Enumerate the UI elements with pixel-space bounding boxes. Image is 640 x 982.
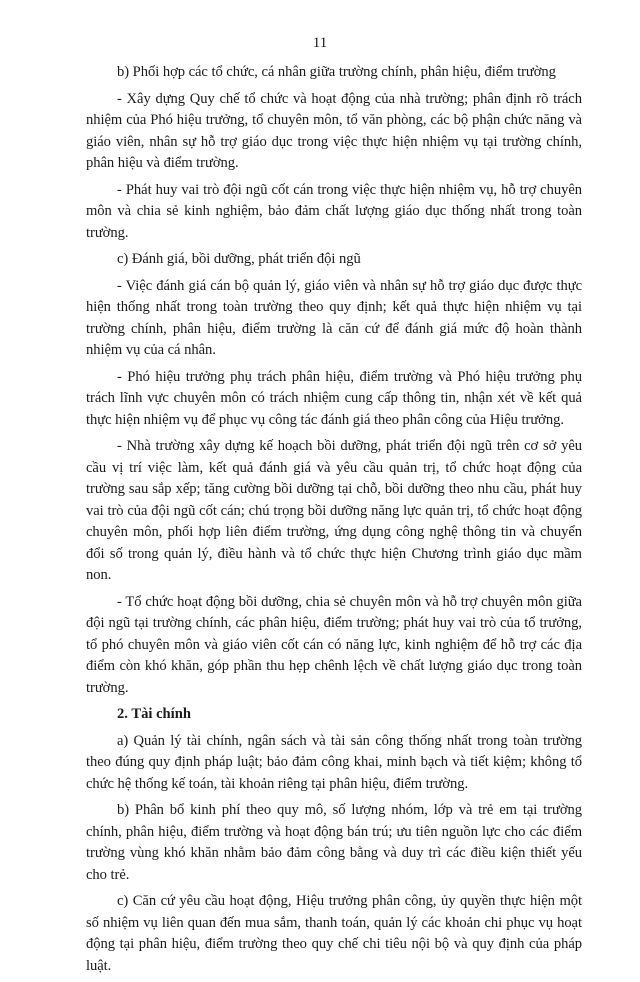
paragraph-finance-b: b) Phân bổ kinh phí theo quy mô, số lượng nhóm, lớp và trẻ em tại trường chính, phân hiệu, điểm trường và hoạt động bán trú; ưu tiên nguồn lực cho các điểm trường vùng khó khăn nhằm bảo đảm công bằng và duy trì các điều kiện thiết yếu cho trẻ. — [86, 802, 582, 883]
page-number: 11 — [312, 35, 328, 51]
subsection-c-title: c) Đánh giá, bồi dưỡng, phát triển đội ngũ — [117, 251, 361, 267]
paragraph-core-staff: - Phát huy vai trò đội ngũ cốt cán trong việc thực hiện nhiệm vụ, hỗ trợ chuyên môn và chia sẻ kinh nghiệm, bảo đảm chất lượng giáo dục thống nhất trong toàn trường. — [86, 181, 582, 241]
paragraph-regulation: - Xây dựng Quy chế tổ chức và hoạt động của nhà trường; phân định rõ trách nhiệm của Phó hiệu trưởng, tổ chuyên môn, tổ văn phòng, các bộ phận chức năng và giáo viên, nhân sự hỗ trợ giáo dục trong việc thực hiện nhiệm vụ tại trường chính, phân hiệu và điểm trường. — [86, 90, 582, 171]
section-finance-heading: 2. Tài chính — [117, 706, 191, 722]
paragraph-training-activities: - Tổ chức hoạt động bồi dưỡng, chia sẻ chuyên môn và hỗ trợ chuyên môn giữa đội ngũ tại trường chính, các phân hiệu, điểm trường; phát huy vai trò của tổ trưởng, tổ phó chuyên môn và giáo viên cốt cán có năng lực, kinh nghiệm để hỗ trợ các địa điểm còn khó khăn, góp phần thu hẹp chênh lệch về chất lượng giáo dục trong toàn trường. — [86, 593, 582, 696]
paragraph-finance-c: c) Căn cứ yêu cầu hoạt động, Hiệu trưởng phân công, ủy quyền thực hiện một số nhiệm vụ liên quan đến mua sắm, thanh toán, quản lý các khoản chi phục vụ hoạt động tại phân hiệu, điểm trường theo quy chế chi tiêu nội bộ và quy định của pháp luật. — [86, 893, 582, 974]
paragraph-vice-principal: - Phó hiệu trưởng phụ trách phân hiệu, điểm trường và Phó hiệu trưởng phụ trách lĩnh vực chuyên môn có trách nhiệm cung cấp thông tin, nhận xét về kết quả thực hiện nhiệm vụ để phục vụ công tác đánh giá theo phân công của Hiệu trưởng. — [86, 368, 582, 428]
paragraph-training-plan: - Nhà trường xây dựng kế hoạch bồi dưỡng, phát triển đội ngũ trên cơ sở yêu cầu vị trí việc làm, kết quả đánh giá và yêu cầu quản trị, tổ chức hoạt động của trường sau sắp xếp; tăng cường bồi dưỡng tại chỗ, bồi dưỡng theo nhu cầu, phát huy vai trò của đội ngũ cốt cán; chú trọng bồi dưỡng năng lực quản trị, tổ chức hoạt động chuyên môn, phối hợp liên điểm trường, ứng dụng công nghệ thông tin và chuyển đổi số trong quản lý, điều hành và tổ chức thực hiện Chương trình giáo dục mầm non. — [86, 438, 582, 583]
subsection-b-title: b) Phối hợp các tổ chức, cá nhân giữa trường chính, phân hiệu, điểm trường — [117, 64, 556, 80]
paragraph-finance-a: a) Quản lý tài chính, ngân sách và tài sản công thống nhất trong toàn trường theo đúng quy định pháp luật; bảo đảm công khai, minh bạch và tiết kiệm; không tổ chức hệ thống kế toán, tài khoản riêng tại phân hiệu, điểm trường. — [86, 732, 582, 792]
paragraph-evaluation: - Việc đánh giá cán bộ quản lý, giáo viên và nhân sự hỗ trợ giáo dục được thực hiện thống nhất trong toàn trường theo quy định; kết quả thực hiện nhiệm vụ tại trường chính, phân hiệu, điểm trường là căn cứ để đánh giá mức độ hoàn thành nhiệm vụ của cá nhân. — [86, 277, 582, 358]
document-body — [86, 62, 582, 982]
